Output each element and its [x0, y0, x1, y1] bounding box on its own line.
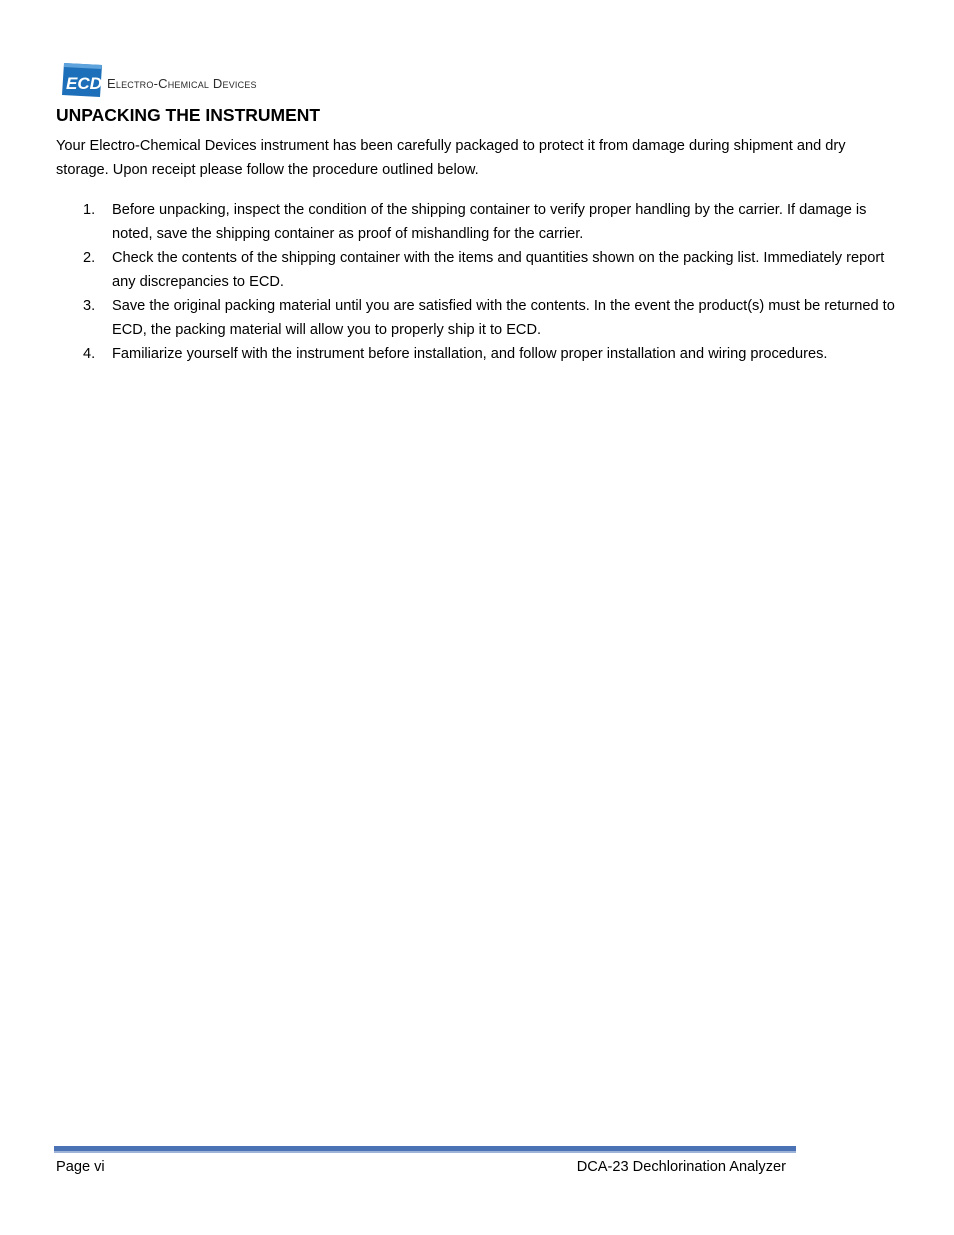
list-item	[56, 294, 896, 342]
section-title: UNPACKING THE INSTRUMENT	[56, 105, 321, 125]
document-body	[56, 104, 896, 366]
document-title: DCA-23 Dechlorination Analyzer	[576, 1159, 786, 1175]
list-item-text: Before unpacking, inspect the condition of the shipping container to verify proper handling by the carrier. If damage is noted, save the shipping container as proof of mishandling for the carrier.	[112, 202, 867, 242]
svg-text:ECD: ECD	[66, 74, 102, 93]
list-item-text: Check the contents of the shipping container with the items and quantities shown on the packing list. Immediately report any discrepancies to ECD.	[112, 250, 885, 290]
list-item	[56, 342, 896, 366]
intro-paragraph: Your Electro-Chemical Devices instrument has been carefully packaged to protect it from damage during shipment and dry storage. Upon receipt please follow the procedure outlined below.	[56, 138, 846, 178]
brand-name: Electro-Chemical Devices	[107, 75, 257, 91]
list-item-number: 1.	[83, 202, 96, 218]
list-item	[56, 198, 896, 246]
footer-divider-shadow	[54, 1151, 796, 1153]
list-item-text: Familiarize yourself with the instrument before installation, and follow proper installation and wiring procedures.	[112, 346, 828, 362]
list-item	[56, 246, 896, 294]
list-item-number: 2.	[83, 250, 96, 266]
list-item-number: 3.	[83, 298, 96, 314]
ecd-logo-icon	[60, 61, 104, 99]
page-footer	[56, 1157, 786, 1177]
list-item-text: Save the original packing material until you are satisfied with the contents. In the event the product(s) must be returned to ECD, the packing material will allow you to properly ship it to ECD.	[112, 298, 895, 338]
page-header	[60, 60, 257, 100]
page-number: Page vi	[56, 1159, 105, 1175]
list-item-number: 4.	[83, 346, 96, 362]
procedure-list	[56, 198, 896, 366]
